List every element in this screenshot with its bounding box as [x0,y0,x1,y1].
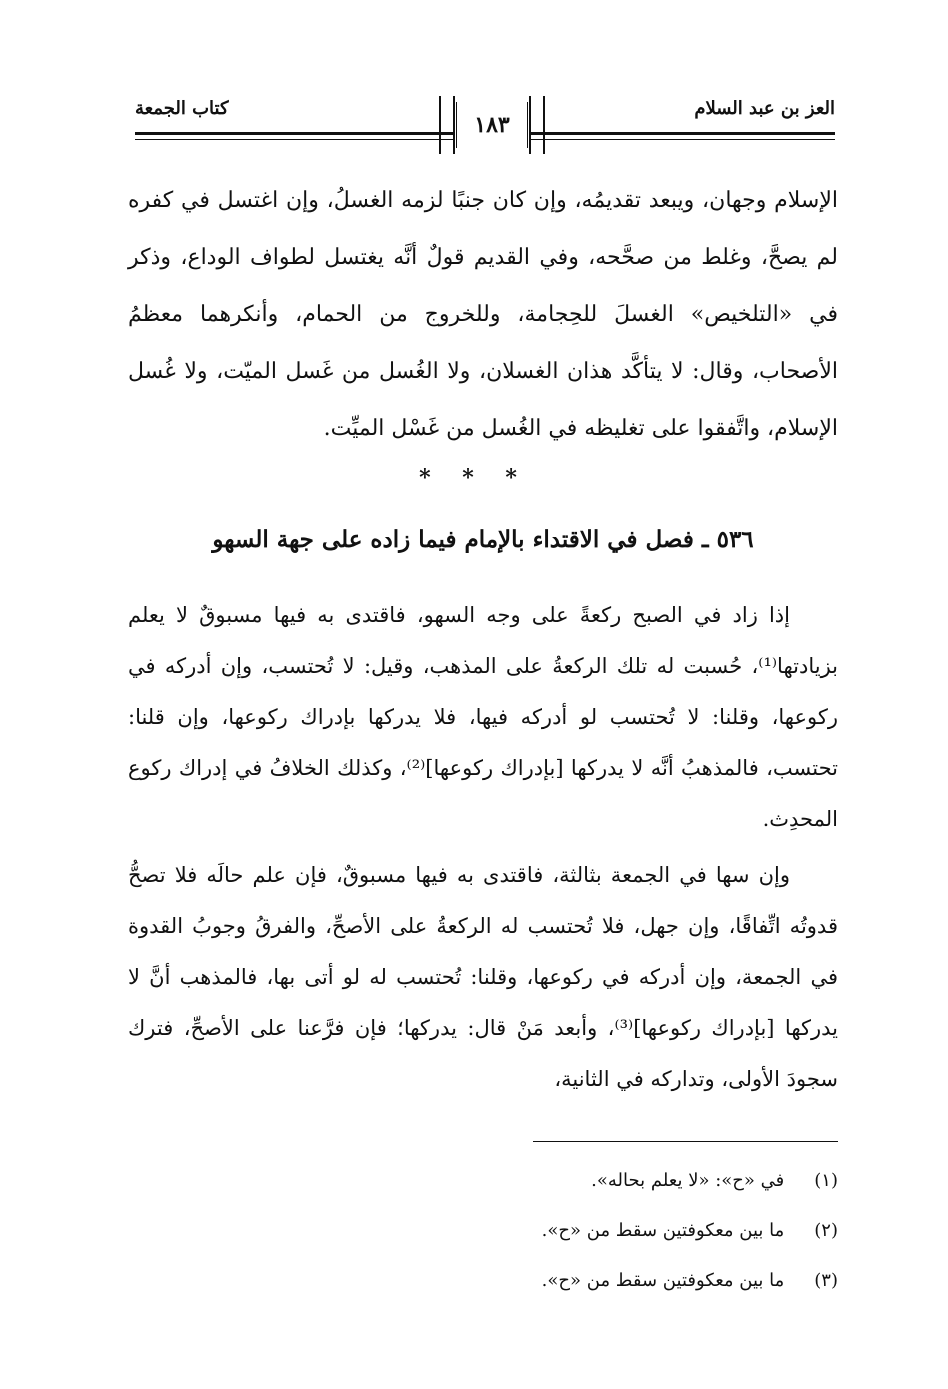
page-number: ١٨٣ [474,112,510,138]
author-name: العز بن عبد السلام [694,98,835,119]
footnote-text: في «ح»: «لا يعلم بحاله». [591,1170,785,1191]
footnote-item [128,1156,838,1206]
footnote-item [128,1256,838,1306]
footnote-number: (٣) [814,1270,838,1291]
book-section-title: كتاب الجمعة [135,98,229,119]
footnote-rule [533,1141,838,1142]
footnote-text: ما بين معكوفتين سقط من «ح». [541,1270,785,1291]
paragraph-text: إذا زاد في الصبح ركعةً على وجه السهو، فاقتدى به فيها مسبوقٌ لا يعلم بزيادتها⁽¹⁾، حُسبت له تلك الركعةُ على المذهب، وقيل: لا تُحتسب، وإن أدركه في ركوعها، وقلنا: لا تُحتسب لو أدركه فيها، فلا يدركها بإدراك ركوعها، وإن قلنا: تحتسب، فالمذهبُ أنَّه لا يدركها [بإدراك ركوعها]⁽²⁾، وكذلك الخلافُ في إدراك ركوع المحدِث. [128,603,838,831]
footnotes [128,1156,838,1306]
footnote-number: (٢) [814,1220,838,1241]
footnote-number: (١) [814,1170,838,1191]
paragraph-section-1 [128,590,838,845]
paragraph-continued [128,172,838,457]
footnote-text: ما بين معكوفتين سقط من «ح». [541,1220,785,1241]
paragraph-text: الإسلام وجهان، ويبعد تقديمُه، وإن كان جنبًا لزمه الغسلُ، وإن اغتسل في كفره لم يصحَّ، وغلط من صحَّحه، وفي القديم قولٌ أنَّه يغتسل لطواف الوداع، وذكر في «التلخيص» الغسلَ للحِجامة، وللخروج من الحمام، وأنكرهما معظمُ الأصحاب، وقال: لا يتأكَّد هذان الغسلان، ولا الغُسل من غَسل الميّت، ولا غُسل الإسلام، واتَّفقوا على تغليظه في الغُسل من غَسْل الميِّت. [128,188,838,441]
section-heading: ٥٣٦ ـ فصل في الاقتداء بالإمام فيما زاده على جهة السهو [212,526,754,553]
page-header [135,92,835,162]
footnote-item [128,1206,838,1256]
page-number-frame [453,102,531,148]
paragraph-text: وإن سها في الجمعة بثالثة، فاقتدى به فيها مسبوقٌ، فإن علم حالَه فلا تصحُّ قدوتُه اتِّفاقًا، وإن جهل، فلا تُحتسب له الركعةُ على الأصحِّ، والفرقُ وجوبُ القدوة في الجمعة، وإن أدركه في ركوعها، وقلنا: تُحتسب له لو أتى بها، فالمذهب أنَّ لا يدركها [بإدراك ركوعها]⁽³⁾، وأبعد مَنْ قال: يدركها؛ فإن فرَّعنا على الأصحِّ، فترك سجودَ الأولى، وتداركه في الثانية، [128,863,839,1091]
section-separator: * * * [419,465,529,491]
paragraph-section-2 [128,850,838,1105]
